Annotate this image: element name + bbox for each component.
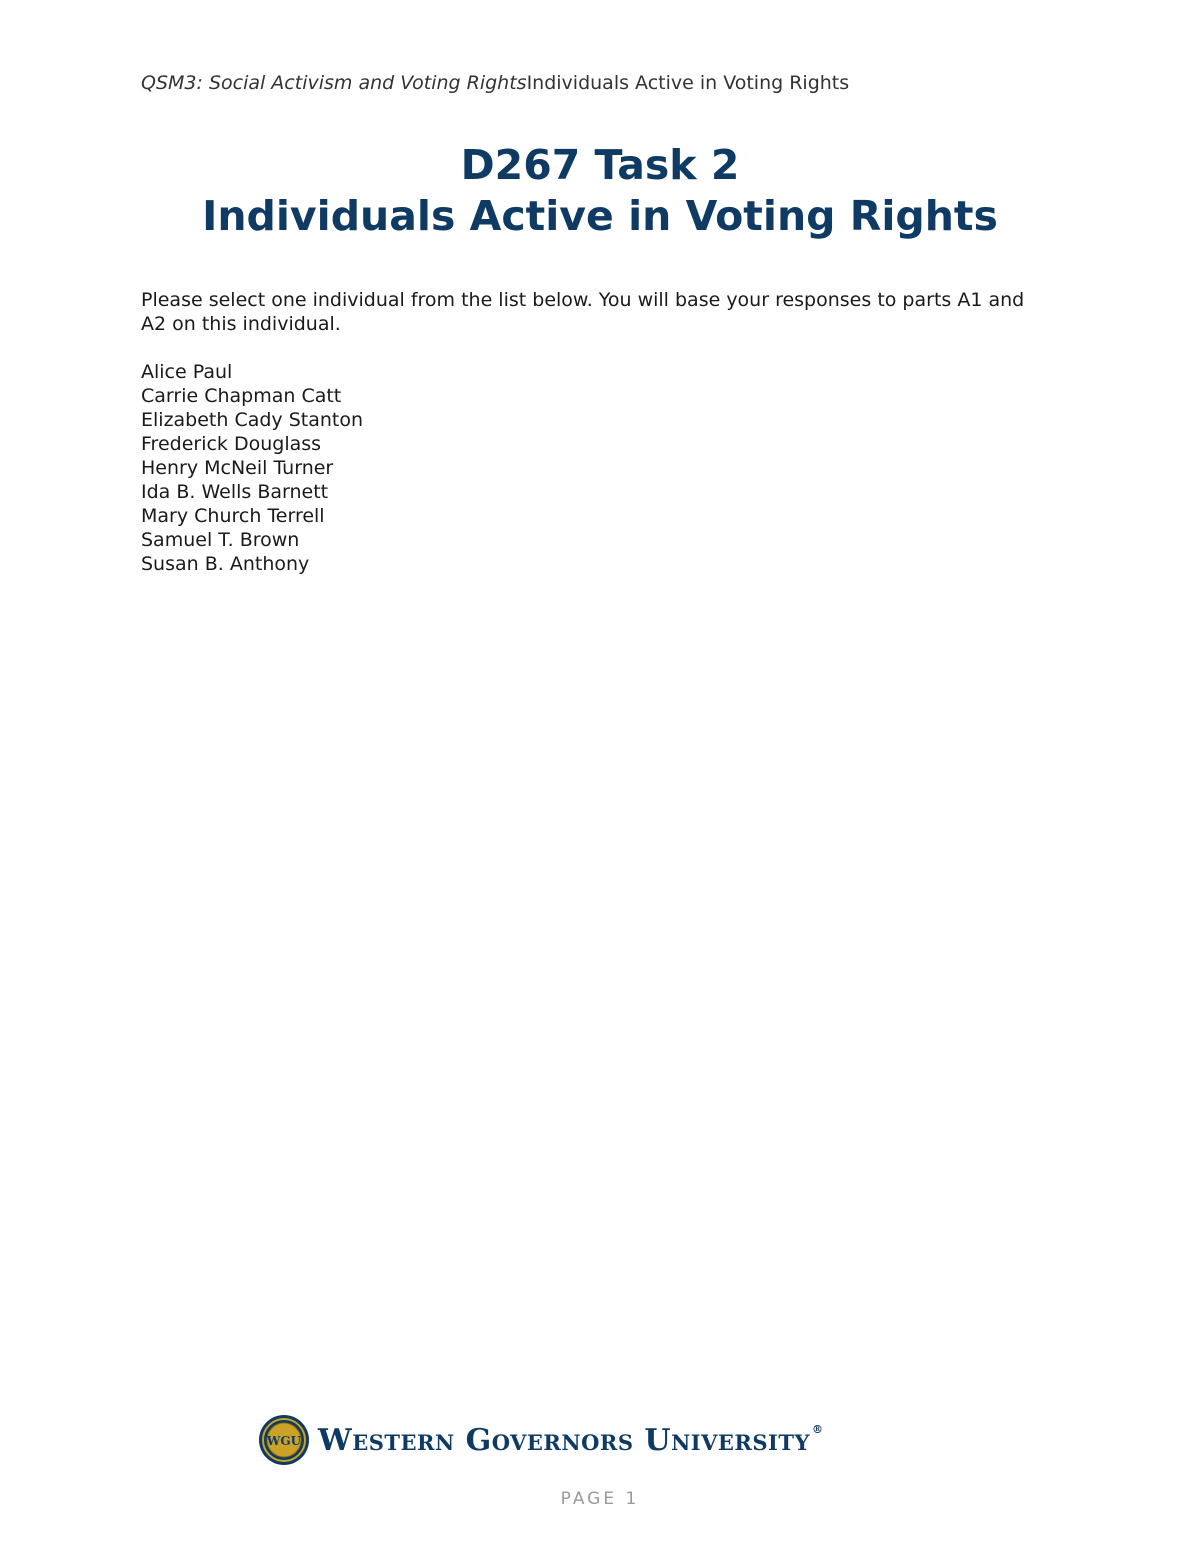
header-course-name: QSM3: Social Activism and Voting Rights: [141, 72, 527, 94]
logo-wordmark: [318, 1423, 823, 1458]
list-item: Samuel T. Brown: [141, 529, 300, 551]
list-item: Frederick Douglass: [141, 433, 322, 455]
page-number: PAGE 1: [560, 1489, 640, 1509]
title-line-1: D267 Task 2: [460, 141, 740, 189]
university-seal-icon: [258, 1414, 310, 1466]
list-item: Henry McNeil Turner: [141, 457, 334, 479]
trademark-symbol: ®: [811, 1422, 824, 1436]
wgu-logo: [258, 1412, 823, 1468]
page-title: [0, 140, 1200, 242]
list-item: Mary Church Terrell: [141, 505, 325, 527]
list-item: Susan B. Anthony: [141, 553, 310, 575]
title-line-2: Individuals Active in Voting Rights: [202, 192, 998, 240]
intro-paragraph: Please select one individual from the list below. You will base your responses to parts A1 and A2 on this individual.: [141, 289, 1025, 335]
seal-text: WGU: [266, 1434, 302, 1448]
list-item: Ida B. Wells Barnett: [141, 481, 329, 503]
header-subtitle: Individuals Active in Voting Rights: [526, 72, 850, 94]
running-header: [141, 72, 849, 94]
list-item: Alice Paul: [141, 361, 233, 383]
list-item: Carrie Chapman Catt: [141, 385, 342, 407]
list-item: Elizabeth Cady Stanton: [141, 409, 364, 431]
individuals-list: [141, 360, 363, 576]
logo-name: Western Governors University: [318, 1422, 810, 1458]
